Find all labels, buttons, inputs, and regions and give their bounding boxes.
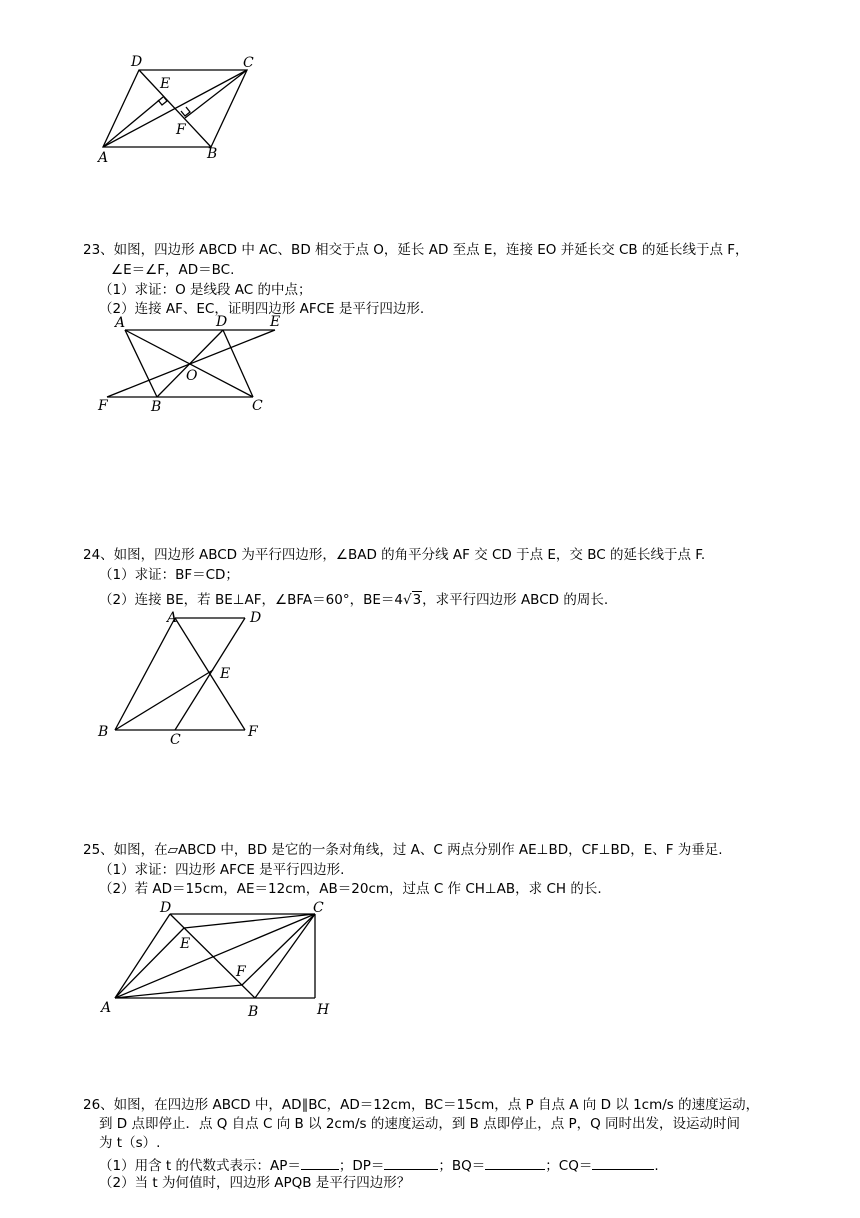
q26-part2: （2）当 t 为何值时，四边形 APQB 是平行四边形？ <box>99 1175 411 1191</box>
label-c: C <box>313 900 324 916</box>
q26-part1-bq: ；BQ＝ <box>438 1158 486 1174</box>
figure-q22-parallelogram <box>95 50 265 170</box>
label-f: F <box>176 122 186 138</box>
label-a: A <box>115 315 126 331</box>
q24-part2-text: （2）连接 BE，若 BE⊥AF，∠BFA＝60°，BE＝4 <box>99 592 403 608</box>
q25-part2: （2）若 AD＝15cm，AE＝12cm，AB＝20cm，过点 C 作 CH⊥AB，求 CH 的长. <box>99 881 602 897</box>
q26-part1-dp: ；DP＝ <box>338 1158 385 1174</box>
answer-blank-cq[interactable] <box>592 1155 654 1170</box>
q24-part2 <box>99 591 608 609</box>
label-c: C <box>252 398 263 414</box>
q23-part1: （1）求证：O 是线段 AC 的中点； <box>99 282 312 298</box>
q24-part1: （1）求证：BF＝CD； <box>99 567 239 583</box>
figure-q24 <box>95 608 275 748</box>
label-c: C <box>170 732 181 748</box>
q25-stem-line1: 25、如图，在▱ABCD 中，BD 是它的一条对角线，过 A、C 两点分别作 AE⊥BD，CF⊥BD，E、F 为垂足. <box>83 842 723 858</box>
sqrt-sign: √ <box>402 592 412 608</box>
label-d: D <box>131 54 143 70</box>
q23-part2: （2）连接 AF、EC，证明四边形 AFCE 是平行四边形. <box>99 301 425 317</box>
label-e: E <box>160 76 171 92</box>
answer-blank-bq[interactable] <box>485 1155 545 1170</box>
q24-part2-end: ，求平行四边形 ABCD 的周长. <box>422 592 609 608</box>
label-o: O <box>186 368 198 384</box>
q25-part1: （1）求证：四边形 AFCE 是平行四边形. <box>99 862 345 878</box>
q26-part1-cq: ；CQ＝ <box>545 1158 593 1174</box>
q26-part1 <box>99 1155 659 1175</box>
label-a: A <box>98 150 109 166</box>
q23-stem-line2: ∠E＝∠F，AD＝BC. <box>111 262 235 278</box>
label-f: F <box>236 964 246 980</box>
q23-stem-line1: 23、如图，四边形 ABCD 中 AC、BD 相交于点 O，延长 AD 至点 E，连接 EO 并延长交 CB 的延长线于点 F， <box>83 242 749 258</box>
label-e: E <box>220 666 231 682</box>
label-b: B <box>151 399 162 415</box>
label-d: D <box>216 314 228 330</box>
q26-part1-ap: （1）用含 t 的代数式表示：AP＝ <box>99 1158 301 1174</box>
label-d: D <box>160 900 172 916</box>
label-e: E <box>270 314 281 330</box>
answer-blank-dp[interactable] <box>384 1155 438 1170</box>
answer-blank-ap[interactable] <box>301 1155 339 1170</box>
label-a: A <box>167 610 178 626</box>
q24-stem-line1: 24、如图，四边形 ABCD 为平行四边形，∠BAD 的角平分线 AF 交 CD 于点 E，交 BC 的延长线于点 F. <box>83 547 706 563</box>
label-b: B <box>98 724 109 740</box>
q26-part1-end: . <box>654 1158 659 1174</box>
label-b: B <box>207 146 218 162</box>
label-c: C <box>243 55 254 71</box>
label-b: B <box>248 1004 259 1020</box>
label-f: F <box>98 398 108 414</box>
label-f: F <box>248 724 258 740</box>
label-a: A <box>101 1000 112 1016</box>
q26-stem-line3: 为 t（s）. <box>99 1135 161 1151</box>
sqrt-radicand: 3 <box>412 592 422 608</box>
figure-q23 <box>95 312 295 422</box>
label-e: E <box>180 936 191 952</box>
figure-q25 <box>95 898 345 1023</box>
label-d: D <box>250 610 262 626</box>
q26-stem-line1: 26、如图，在四边形 ABCD 中，AD∥BC，AD＝12cm，BC＝15cm，点 P 自点 A 向 D 以 1cm/s 的速度运动， <box>83 1097 760 1113</box>
label-h: H <box>317 1002 330 1018</box>
q26-stem-line2: 到 D 点即停止．点 Q 自点 C 向 B 以 2cm/s 的速度运动，到 B 点即停止，点 P，Q 同时出发，设运动时间 <box>99 1116 741 1132</box>
